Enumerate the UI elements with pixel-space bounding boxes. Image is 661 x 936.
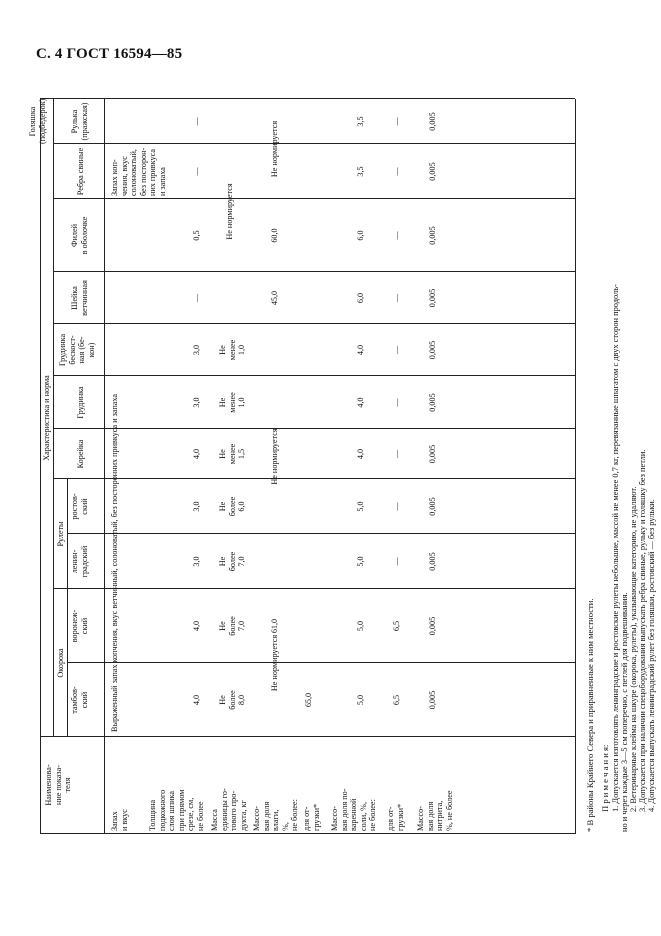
notes-title: П р и м е ч а н и я: xyxy=(600,744,610,812)
row-label-ship1: для от- грузки* xyxy=(302,803,321,831)
fat-korejka: 4,0 xyxy=(192,448,201,460)
rulka-header: Рулька (пражская) xyxy=(70,102,89,141)
filej-header: Филей в оболочке xyxy=(70,216,89,255)
mass-grudinka-bk: Не менее 1,0 xyxy=(218,339,246,361)
okorok-voronezh-header: воронеж- ский xyxy=(70,609,89,643)
salt-tambov: 5,0 xyxy=(356,694,365,706)
mass-ne-normiruetsya: Не нормируется xyxy=(225,183,234,240)
fat-grudinka-bk: 3,0 xyxy=(192,344,201,356)
col-sep xyxy=(53,588,575,589)
row-label-moist: Массо- вая доля влаги, %, не более: xyxy=(252,799,299,831)
col-sep xyxy=(67,662,575,663)
fat-voronezh: 4,0 xyxy=(192,620,201,632)
fat-rebra: — xyxy=(192,167,201,176)
korejka-header: Корейка xyxy=(76,439,85,469)
page-header: С. 4 ГОСТ 16594—85 xyxy=(36,46,183,62)
fat-shejka: — xyxy=(192,293,201,303)
salt-rebra: 3,5 xyxy=(356,166,365,177)
salt-shejka: 6,0 xyxy=(356,292,365,304)
rulety-rostov-header: ростов- ский xyxy=(70,493,89,520)
col-sep xyxy=(53,428,575,429)
mass-voronezh: Не более 7,0 xyxy=(218,616,246,636)
grudinka-header: Грудинка xyxy=(76,386,85,419)
smell-rebra-text: Запах коп- чения, вкус солоноватый, без посторон- них привкуса и запаха xyxy=(110,147,167,196)
ship2-dash: — xyxy=(392,502,401,511)
subheader-line-2 xyxy=(67,479,68,589)
moist-ne-normiruetsya-mid: Не нормируется xyxy=(270,428,279,485)
nitrite-tambov: 0,005 xyxy=(428,690,437,710)
ship2-dash: — xyxy=(392,557,401,566)
nitrite-filej: 0,005 xyxy=(428,226,437,245)
moist-ne-normiruetsya-right: Не нормируется xyxy=(270,120,279,178)
note-3: 3. Допускается при наличии спецоборудования выпускать ребра свиные, рульку и голяшку без петли. xyxy=(638,449,647,812)
note-2: 2. Ветеринарные клейма на шкуре (окорока, рулеты), указывающие категорию, не удаляют. xyxy=(629,486,638,812)
ship2-dash: — xyxy=(392,231,401,240)
mass-rostov: Не более 6,0 xyxy=(218,496,246,517)
ship2-dash: — xyxy=(392,117,401,126)
nitrite-voronezh: 0,005 xyxy=(428,616,437,636)
moist-ne-normiruetsya-left: Не нормируется xyxy=(270,634,279,692)
salt-grudinka-bk: 4,0 xyxy=(356,344,365,356)
ship2-dash: — xyxy=(392,345,401,355)
nitrite-rulka: 0,005 xyxy=(428,112,437,131)
golyashka-header: Голяшка (подбедерок) xyxy=(28,98,47,144)
fat-leningrad: 3,0 xyxy=(192,556,201,567)
row-label-salt: Массо- вая доля по- варенной соли, %, не более: xyxy=(330,788,377,831)
col-sep xyxy=(53,198,575,199)
salt-rulka: 3,5 xyxy=(356,116,365,127)
grudinka-bk-header: Грудинка бескост- ная (бе- кон) xyxy=(58,333,96,367)
rulety-header: Рулеты xyxy=(56,521,65,547)
group-header: Характеристика и норма xyxy=(42,375,51,461)
col-sep xyxy=(53,323,575,324)
footnote: * В районы Крайнего Севера и приравненные к ним местности. xyxy=(585,598,595,832)
fat-grudinka: 3,0 xyxy=(192,397,201,408)
mass-grudinka: Не менее 1,0 xyxy=(218,392,246,413)
salt-leningrad: 5,0 xyxy=(356,556,365,567)
okorok-tambov-header: тамбов- ский xyxy=(70,686,89,714)
nitrite-korejka: 0,005 xyxy=(428,444,437,464)
moist-shejka: 45,0 xyxy=(270,290,279,306)
group-header-line xyxy=(53,99,54,737)
salt-rostov: 5,0 xyxy=(356,501,365,512)
mass-tambov: Не более 8,0 xyxy=(218,690,246,710)
col-sep xyxy=(53,143,575,144)
salt-voronezh: 5,0 xyxy=(356,620,365,632)
table-left-line xyxy=(40,833,575,834)
nitrite-rebra: 0,005 xyxy=(428,162,437,181)
salt-grudinka: 4,0 xyxy=(356,397,365,408)
salt-filej: 6,0 xyxy=(356,230,365,241)
row-label-smell: Запах и вкус xyxy=(110,809,129,831)
rotated-table-region xyxy=(28,86,656,834)
nitrite-shejka: 0,005 xyxy=(428,288,437,308)
fat-rostov: 3,0 xyxy=(192,501,201,512)
note-4: 4. Допускается выпускать ленинградский рулет без голяшки, ростовский — без рульки. xyxy=(647,499,656,812)
salt-korejka: 4,0 xyxy=(356,448,365,460)
ship2-voronezh: 6,5 xyxy=(392,620,401,632)
ship2-dash: — xyxy=(392,449,401,459)
ship2-tambov: 6,5 xyxy=(392,694,401,706)
col-name-header: Наименова- ние показа- теля xyxy=(44,764,72,806)
ship2-dash: — xyxy=(392,293,401,303)
nitrite-grudinka: 0,005 xyxy=(428,393,437,412)
col-sep xyxy=(67,533,575,534)
moist-tambov: 65,0 xyxy=(304,692,313,708)
nitrite-grudinka-bk: 0,005 xyxy=(428,340,437,360)
note-1b: но и через каждые 3—5 см поперечно, с петлей для подвешивания. xyxy=(620,592,629,832)
table-top-line xyxy=(40,99,41,834)
moist-filej: 60,0 xyxy=(270,228,279,243)
okorok-header: Окорока xyxy=(56,648,65,678)
ship2-dash: — xyxy=(392,398,401,407)
row-label-ship2: для от- грузки* xyxy=(386,803,405,831)
nitrite-rostov: 0,005 xyxy=(428,497,437,516)
smell-main-text: Выраженный запах копчения, вкус ветчинный, солоноватый, без посторонних привкуса и запаха xyxy=(110,393,119,732)
fat-rulka: — xyxy=(192,117,201,126)
fat-filej: 0,5 xyxy=(192,230,201,241)
rulety-leningrad-header: ленин- градский xyxy=(70,545,89,578)
header-bottom-line xyxy=(104,99,105,834)
moist-voronezh: 61,0 xyxy=(270,618,279,634)
table-bottom-line xyxy=(575,99,576,834)
ship2-dash: — xyxy=(392,167,401,176)
subheader-line-1 xyxy=(67,589,68,737)
mass-leningrad: Не более 7,0 xyxy=(218,551,246,572)
row-label-nitrite: Массо- вая доля нитрита, %, не более xyxy=(416,790,454,831)
row-label-mass: Масса единицы го- тового про- дукта, кг xyxy=(210,788,248,831)
table-right-line xyxy=(40,98,575,99)
nitrite-leningrad: 0,005 xyxy=(428,552,437,571)
col-sep xyxy=(53,478,575,479)
fat-tambov: 4,0 xyxy=(192,694,201,706)
shejka-header: Шейка ветчинная xyxy=(70,280,89,316)
row-label-fat: Толщина подкожного слоя шпика при прямом срезе, см, не более xyxy=(148,789,205,831)
rebra-header: Ребра свиные xyxy=(76,147,85,196)
col-sep xyxy=(53,271,575,272)
note-1: 1. Допускается изготовлять ленинградские и ростовские рулеты небольшие, массой не менее 0,7 кг, перевязанные шпагатом с двух сторон продоль- xyxy=(611,284,620,812)
col-sep xyxy=(53,375,575,376)
mass-korejka: Не менее 1,5 xyxy=(218,443,246,465)
